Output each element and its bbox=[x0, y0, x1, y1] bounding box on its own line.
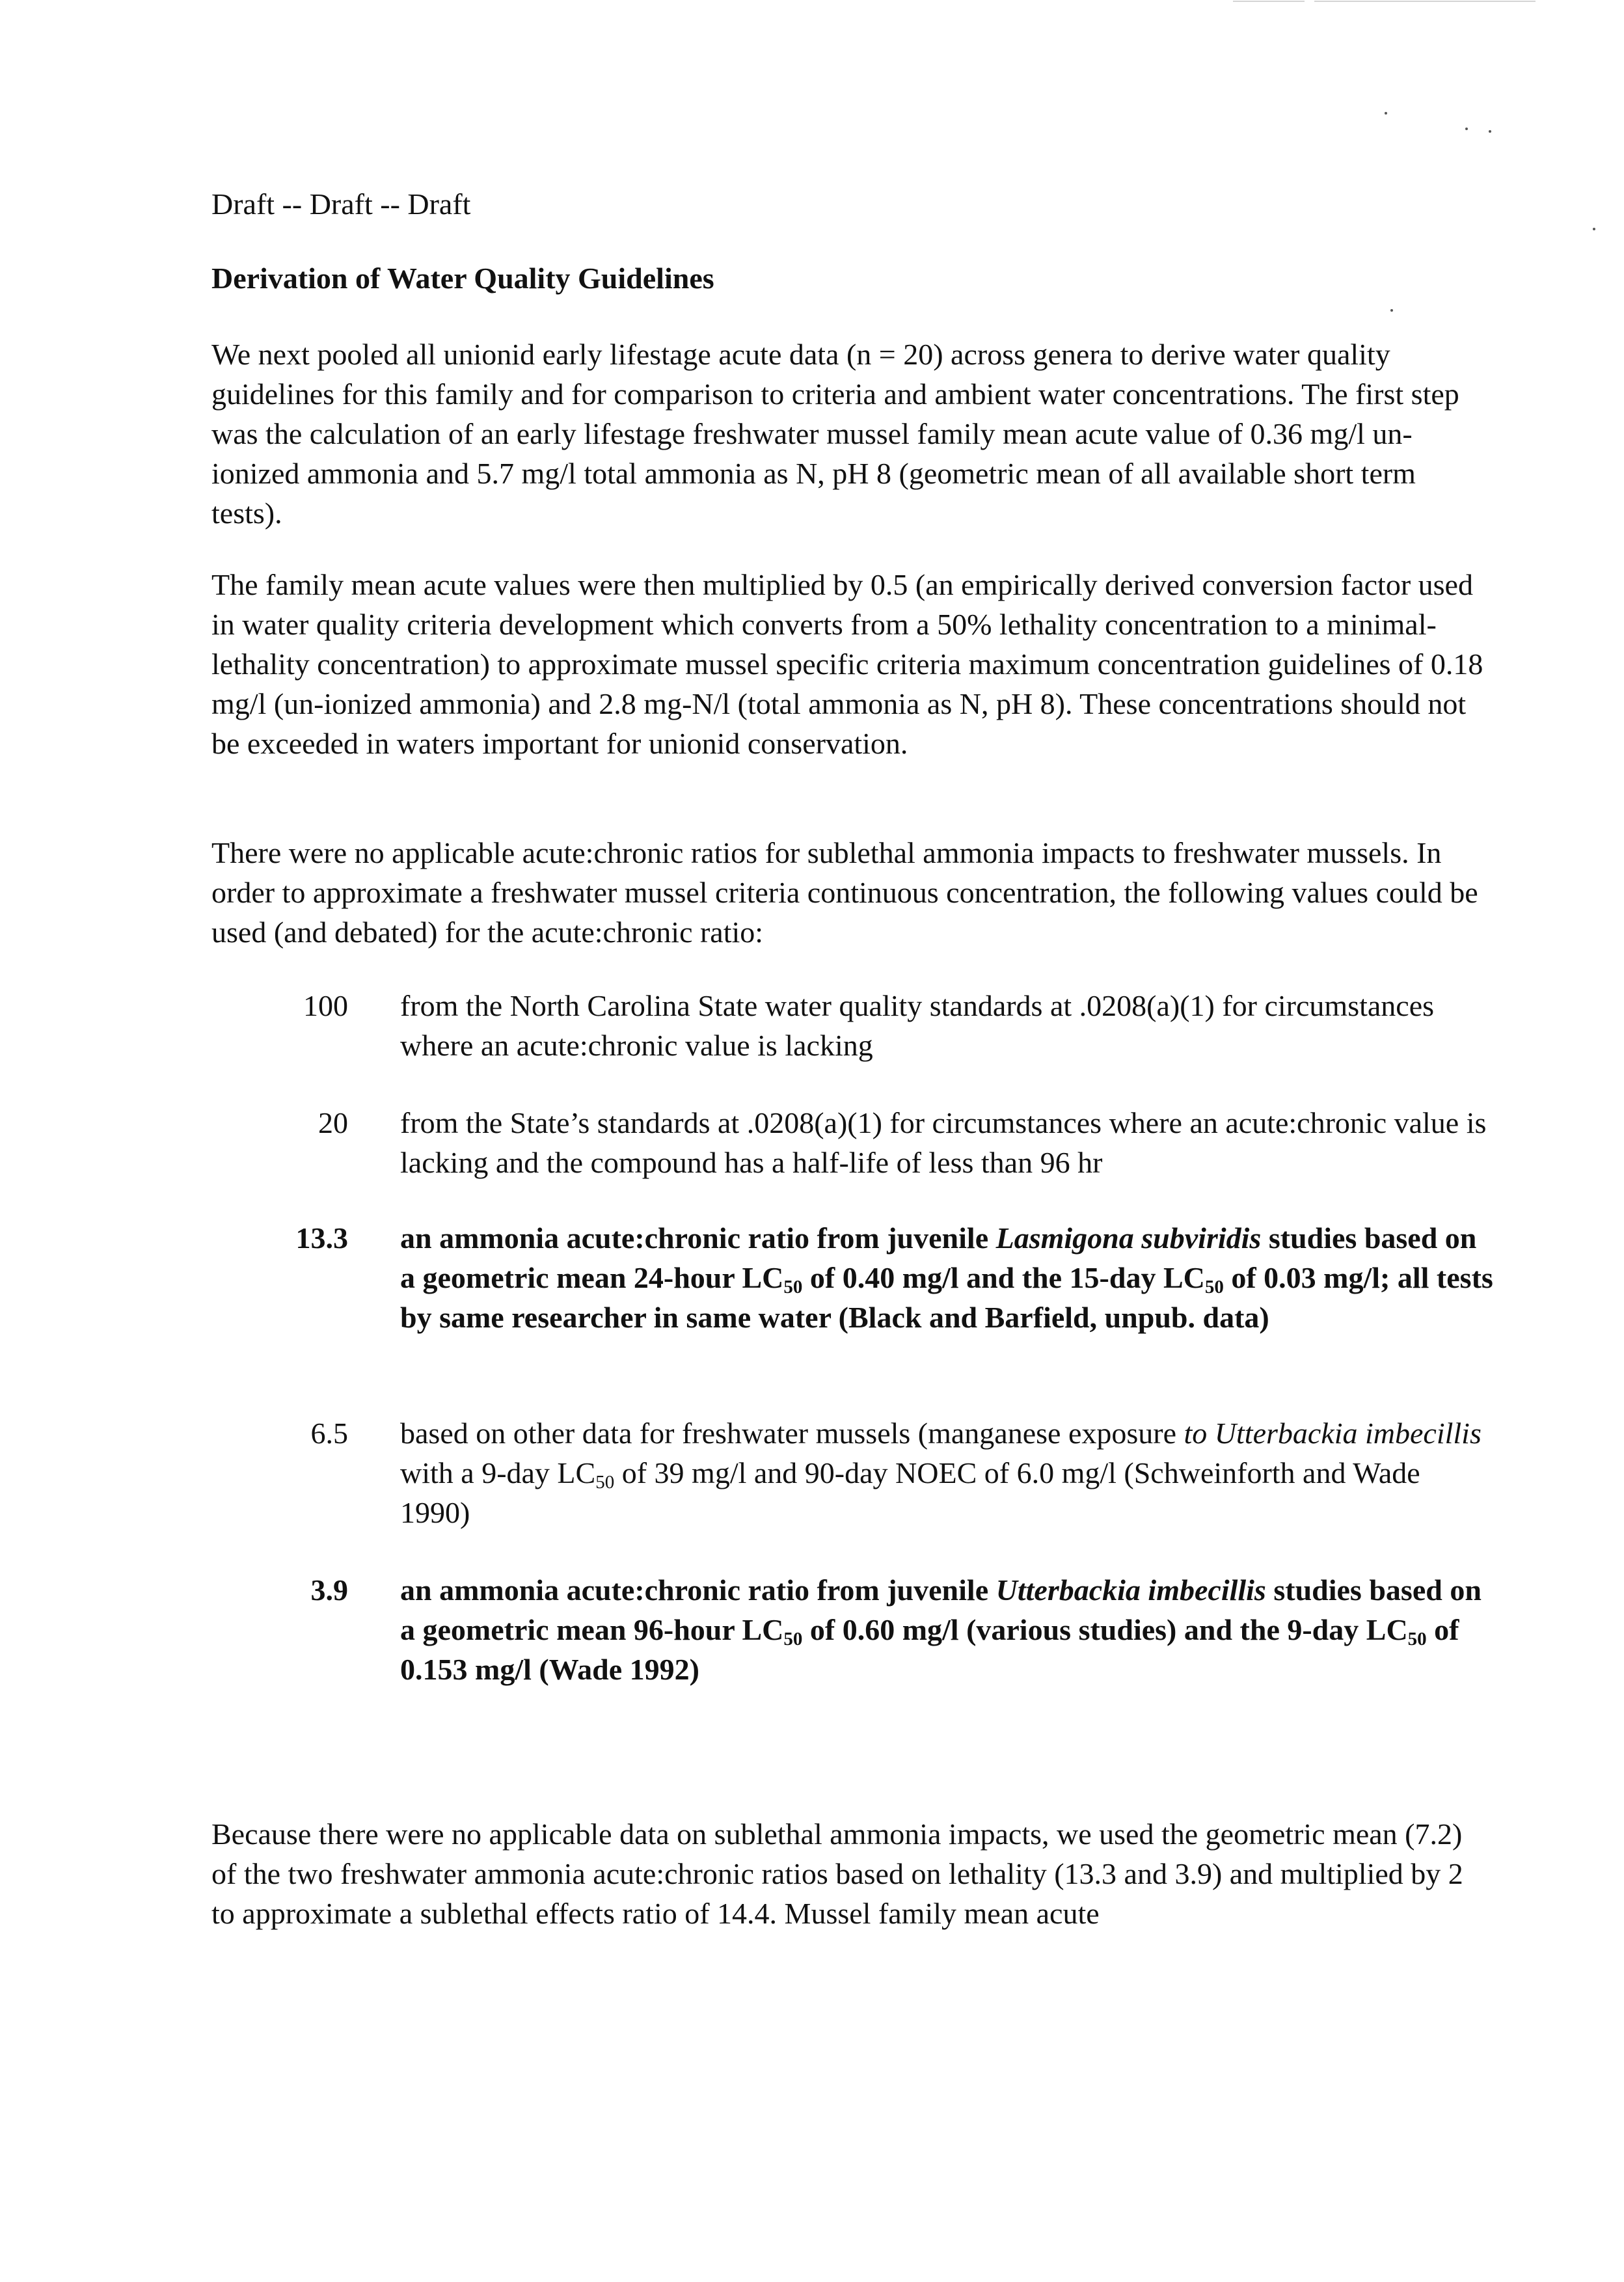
paragraph-sublethal-ratio: Because there were no applicable data on sublethal ammonia impacts, we used the geometric mean (7.2) of the two freshwater ammonia acute:chronic ratios based on lethality (13.3 and 3.9) and multiplied by 2 to approximate a sublethal effects ratio of 14.4. Mussel family mean acute bbox=[211, 1817, 1463, 1930]
scan-speck bbox=[1489, 130, 1491, 133]
ratio-value: 3.9 bbox=[310, 1573, 348, 1607]
ratio-description: based on other data for freshwater mussels (manganese exposure to Utterbackia imbecillis with a 9-day $LC_{50}$ of 39 mg/l and 90-day NOEC of 6.0 mg/l (Schweinforth and Wade 1990) bbox=[400, 1417, 1482, 1529]
ratio-description: from the North Carolina State water quality standards at .0208(a)(1) for circumstances where an acute:chronic value is lacking bbox=[400, 989, 1435, 1062]
ratio-description: an ammonia acute:chronic ratio from juvenile Lasmigona subviridis studies based on a geometric mean 24-hour $LC_{50}$ of 0.40 mg/l and the 15-day $LC_{50}$ of 0.03 mg/l; all tests by same researcher in same water (Black and Barfield, unpub. data) bbox=[400, 1221, 1493, 1334]
ratio-description: from the State’s standards at .0208(a)(1) for circumstances where an acute:chronic value is lacking and the compound has a half-life of less than 96 hr bbox=[400, 1106, 1487, 1179]
paragraph-pooled-data: We next pooled all unionid early lifestage acute data (n = 20) across genera to derive water quality guidelines for this family and for comparison to criteria and ambient water concentrations. The first step was the calculation of an early lifestage freshwater mussel family mean acute value of 0.36 mg/l un-ionized ammonia and 5.7 mg/l total ammonia as N, pH 8 (geometric mean of all available short term tests). bbox=[211, 338, 1459, 530]
paragraph-family-mean: The family mean acute values were then multiplied by 0.5 (an empirically derived conversion factor used in water quality criteria development which converts from a 50% lethality concentration to a minimal-lethality concentration) to approximate mussel specific criteria maximum concentration guidelines of 0.18 mg/l (un-ionized ammonia) and 2.8 mg-N/l (total ammonia as N, pH 8). These concentrations should not be exceeded in waters important for unionid conservation. bbox=[211, 568, 1483, 760]
ratio-value: 20 bbox=[318, 1106, 348, 1139]
section-heading: Derivation of Water Quality Guidelines bbox=[211, 262, 714, 295]
paragraph-acute-chronic-intro: There were no applicable acute:chronic ratios for sublethal ammonia impacts to freshwater mussels. In order to approximate a freshwater mussel criteria continuous concentration, the following values could be used (and debated) for the acute:chronic ratio: bbox=[211, 836, 1478, 949]
species-name: to Utterbackia imbecillis bbox=[1184, 1417, 1482, 1450]
scan-speck bbox=[1390, 309, 1393, 312]
ratio-value: 100 bbox=[303, 989, 348, 1022]
species-name: Lasmigona subviridis bbox=[995, 1221, 1262, 1255]
scan-speck bbox=[1465, 128, 1468, 130]
scan-speck bbox=[1593, 228, 1595, 230]
draft-label: Draft -- Draft -- Draft bbox=[211, 187, 471, 221]
scan-speck bbox=[1385, 112, 1387, 115]
ratio-description: an ammonia acute:chronic ratio from juvenile Utterbackia imbecillis studies based on a geometric mean 96-hour $LC_{50}$ of 0.60 mg/l (various studies) and the 9-day $LC_{50}$ of 0.153 mg/l (Wade 1992) bbox=[400, 1573, 1482, 1686]
species-name: Utterbackia imbecillis bbox=[995, 1573, 1266, 1607]
scan-artifact-line bbox=[1314, 1, 1536, 2]
scan-artifact-line bbox=[1233, 1, 1305, 2]
ratio-value: 6.5 bbox=[310, 1417, 348, 1450]
ratio-value: 13.3 bbox=[295, 1221, 348, 1255]
